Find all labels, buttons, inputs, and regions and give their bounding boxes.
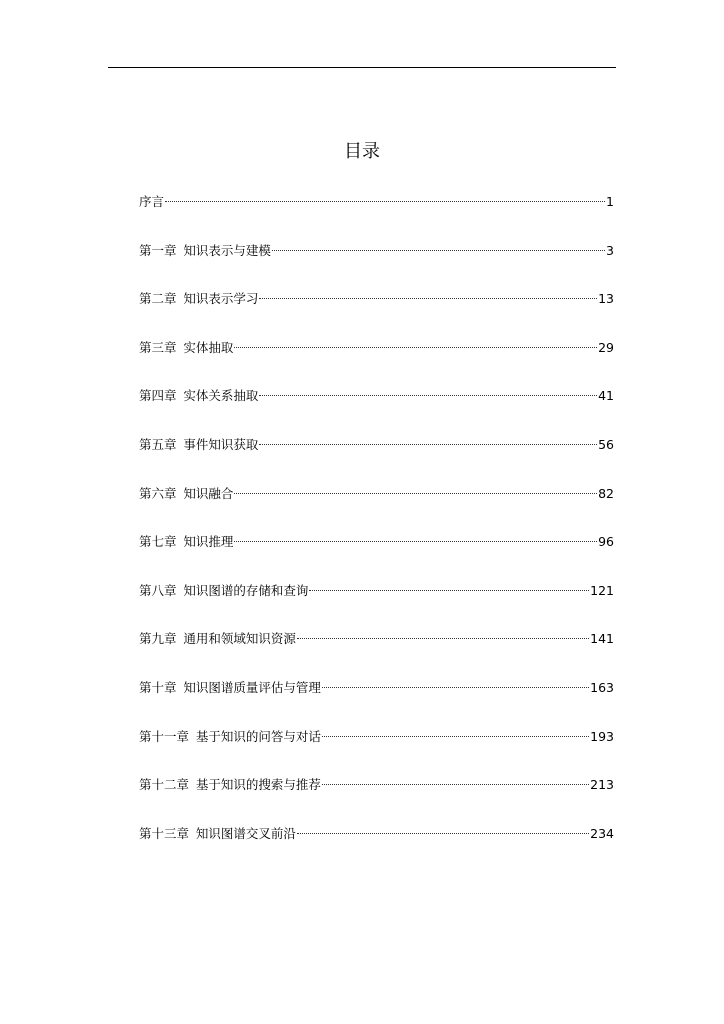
- toc-entry-leader-dots: [322, 687, 589, 688]
- toc-entry-title: 基于知识的问答与对话: [195, 728, 321, 744]
- toc-entry-title: 事件知识获取: [183, 436, 259, 452]
- toc-entry-chapter: 第八章: [139, 582, 177, 598]
- toc-entry-title: 知识图谱交叉前沿: [195, 825, 296, 841]
- toc-entry-chapter: 第九章: [139, 631, 177, 647]
- toc-entry[interactable]: [139, 532, 614, 552]
- toc-entry-page-number: 13: [598, 291, 614, 307]
- toc-entry-title: 实体关系抽取: [183, 388, 259, 404]
- toc-entry-page-number: 96: [598, 534, 614, 550]
- toc-entry-page-number: 163: [590, 679, 614, 695]
- toc-entry-leader-dots: [322, 736, 589, 737]
- toc-entry-leader-dots: [272, 250, 605, 251]
- toc-entry[interactable]: [139, 824, 614, 844]
- toc-entry-title: 知识融合: [183, 485, 234, 501]
- toc-title: 目录: [344, 141, 380, 162]
- toc-entry-title: 知识推理: [183, 534, 234, 550]
- toc-entry-leader-dots: [259, 444, 597, 445]
- toc-entry-title: 通用和领域知识资源: [183, 631, 296, 647]
- toc-entry-page-number: 141: [590, 631, 614, 647]
- toc-entry[interactable]: [139, 727, 614, 747]
- toc-entry-page-number: 29: [598, 339, 614, 355]
- toc-list: [139, 192, 614, 872]
- toc-entry[interactable]: [139, 192, 614, 212]
- toc-entry[interactable]: [139, 338, 614, 358]
- toc-entry[interactable]: [139, 241, 614, 261]
- toc-entry-title: 知识图谱的存储和查询: [183, 582, 309, 598]
- toc-entry[interactable]: [139, 484, 614, 504]
- toc-entry-chapter: 第六章: [139, 485, 177, 501]
- toc-entry-page-number: 234: [590, 825, 614, 841]
- toc-entry-leader-dots: [259, 395, 597, 396]
- toc-entry-chapter: 第四章: [139, 388, 177, 404]
- toc-entry-title: 基于知识的搜索与推荐: [195, 777, 321, 793]
- toc-entry-title: 知识图谱质量评估与管理: [183, 679, 321, 695]
- toc-entry-leader-dots: [234, 493, 597, 494]
- toc-entry-leader-dots: [297, 833, 589, 834]
- toc-entry-title: 知识表示学习: [183, 291, 259, 307]
- toc-entry-page-number: 56: [598, 436, 614, 452]
- toc-entry-page-number: 121: [590, 582, 614, 598]
- toc-entry-leader-dots: [234, 541, 597, 542]
- toc-entry-chapter: 第七章: [139, 534, 177, 550]
- toc-entry[interactable]: [139, 581, 614, 601]
- toc-entry-chapter: 第三章: [139, 339, 177, 355]
- toc-entry-leader-dots: [234, 347, 597, 348]
- toc-entry-page-number: 3: [606, 242, 614, 258]
- toc-entry-chapter: 第五章: [139, 436, 177, 452]
- toc-entry-leader-dots: [259, 298, 597, 299]
- toc-entry-leader-dots: [309, 590, 589, 591]
- toc-entry-chapter: 第十三章: [139, 825, 190, 841]
- toc-entry-chapter: 第十二章: [139, 777, 190, 793]
- toc-entry-chapter: 第二章: [139, 291, 177, 307]
- toc-entry-page-number: 82: [598, 485, 614, 501]
- toc-entry[interactable]: [139, 678, 614, 698]
- toc-entry-leader-dots: [165, 201, 605, 202]
- toc-entry-page-number: 213: [590, 777, 614, 793]
- toc-entry-page-number: 41: [598, 388, 614, 404]
- toc-entry-page-number: 193: [590, 728, 614, 744]
- toc-entry-chapter: 第十一章: [139, 728, 190, 744]
- toc-entry-leader-dots: [297, 638, 589, 639]
- toc-entry-chapter: 第十章: [139, 679, 177, 695]
- toc-entry[interactable]: [139, 289, 614, 309]
- toc-entry-title: 实体抽取: [183, 339, 234, 355]
- toc-entry-leader-dots: [322, 784, 589, 785]
- toc-entry-page-number: 1: [606, 194, 614, 209]
- toc-entry[interactable]: [139, 775, 614, 795]
- toc-entry[interactable]: [139, 629, 614, 649]
- toc-entry-title: 知识表示与建模: [183, 242, 271, 258]
- toc-entry[interactable]: [139, 386, 614, 406]
- toc-entry-chapter: 第一章: [139, 242, 177, 258]
- toc-entry[interactable]: [139, 435, 614, 455]
- toc-entry-chapter: 序言: [139, 194, 165, 209]
- header-rule: [108, 67, 616, 68]
